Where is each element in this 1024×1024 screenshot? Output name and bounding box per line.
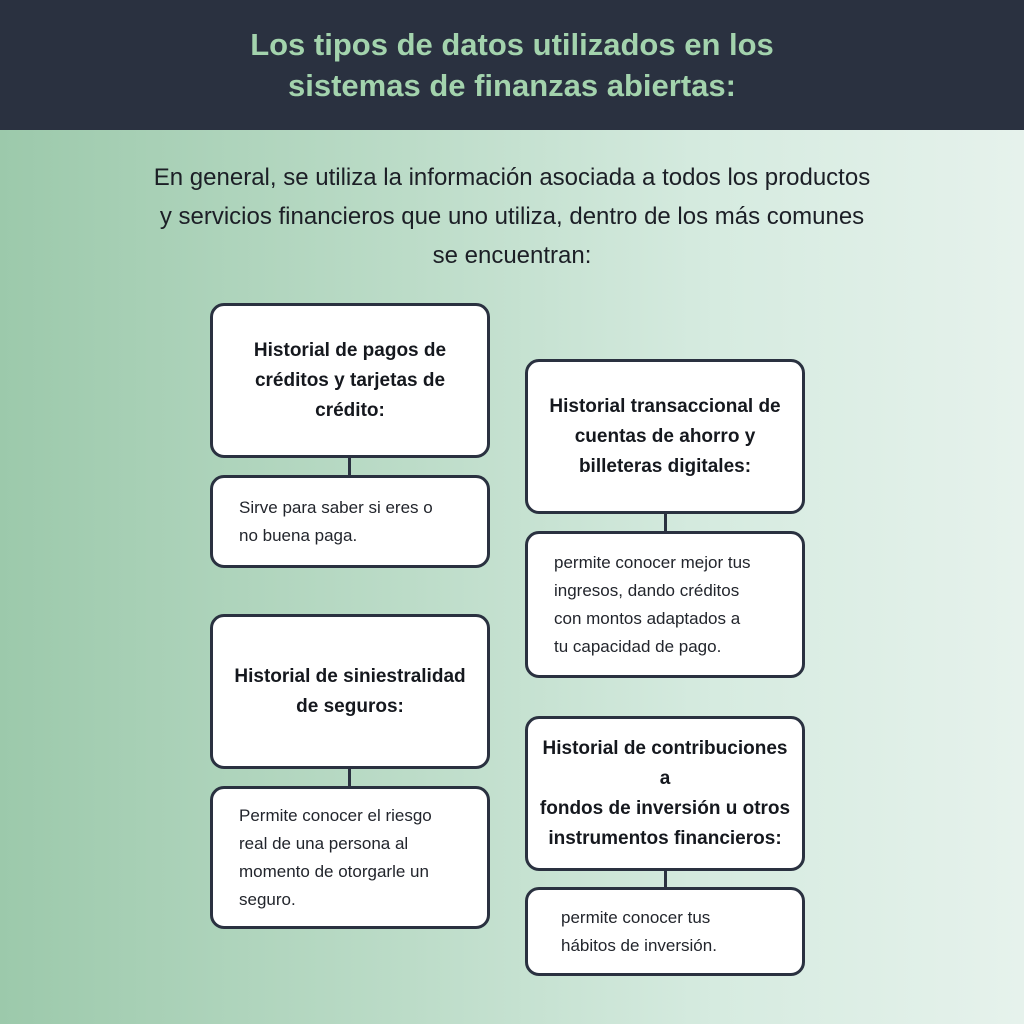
card-transactions-desc-box (525, 531, 805, 678)
card-desc-line: momento de otorgarle un (239, 861, 429, 881)
intro-line: y servicios financieros que uno utiliza, dentro de los más comunes (159, 203, 865, 230)
card-insurance-desc-box (210, 786, 490, 929)
card-investment-title-box (525, 716, 805, 871)
card-desc-line: Permite conocer el riesgo (239, 805, 432, 825)
card-desc-line: permite conocer tus (561, 907, 711, 927)
header-banner (0, 0, 1024, 130)
card-investment-connector (664, 871, 667, 887)
card-desc-line: permite conocer mejor tus (554, 552, 751, 572)
card-title-line: Historial transaccional de (549, 395, 781, 417)
intro-text (100, 158, 924, 275)
intro-line: En general, se utiliza la información asociada a todos los productos (153, 164, 871, 191)
card-insurance-title-box (210, 614, 490, 769)
card-desc-line: hábitos de inversión. (561, 935, 717, 955)
card-transactions-connector (664, 514, 667, 531)
card-desc-line: seguro. (239, 889, 296, 909)
card-desc-line: tu capacidad de pago. (554, 636, 722, 656)
card-title-line: de seguros: (296, 695, 404, 717)
intro-line: se encuentran: (432, 242, 592, 269)
card-desc-line: no buena paga. (239, 525, 358, 545)
card-investment-desc-box (525, 887, 805, 976)
card-desc-line: Sirve para saber si eres o (239, 497, 433, 517)
card-title-line: Historial de contribuciones a (542, 737, 788, 789)
card-title-line: Historial de siniestralidad (234, 665, 466, 687)
page-title-line: sistemas de finanzas abiertas: (288, 68, 736, 103)
page-title (250, 24, 774, 106)
card-title-line: fondos de inversión u otros (539, 797, 791, 819)
card-payments-title-box (210, 303, 490, 458)
card-title-line: cuentas de ahorro y (574, 425, 756, 447)
card-title-line: créditos y tarjetas de (254, 369, 446, 391)
card-payments-connector (348, 458, 351, 475)
card-desc-line: ingresos, dando créditos (554, 580, 740, 600)
card-desc-line: con montos adaptados a (554, 608, 741, 628)
card-title-line: crédito: (315, 399, 385, 421)
page-title-line: Los tipos de datos utilizados en los (250, 27, 774, 62)
card-insurance-connector (348, 769, 351, 786)
card-transactions-title-box (525, 359, 805, 514)
card-title-line: billeteras digitales: (578, 455, 752, 477)
card-desc-line: real de una persona al (239, 833, 409, 853)
card-payments-desc-box (210, 475, 490, 568)
card-title-line: instrumentos financieros: (548, 827, 782, 849)
card-title-line: Historial de pagos de (253, 339, 447, 361)
